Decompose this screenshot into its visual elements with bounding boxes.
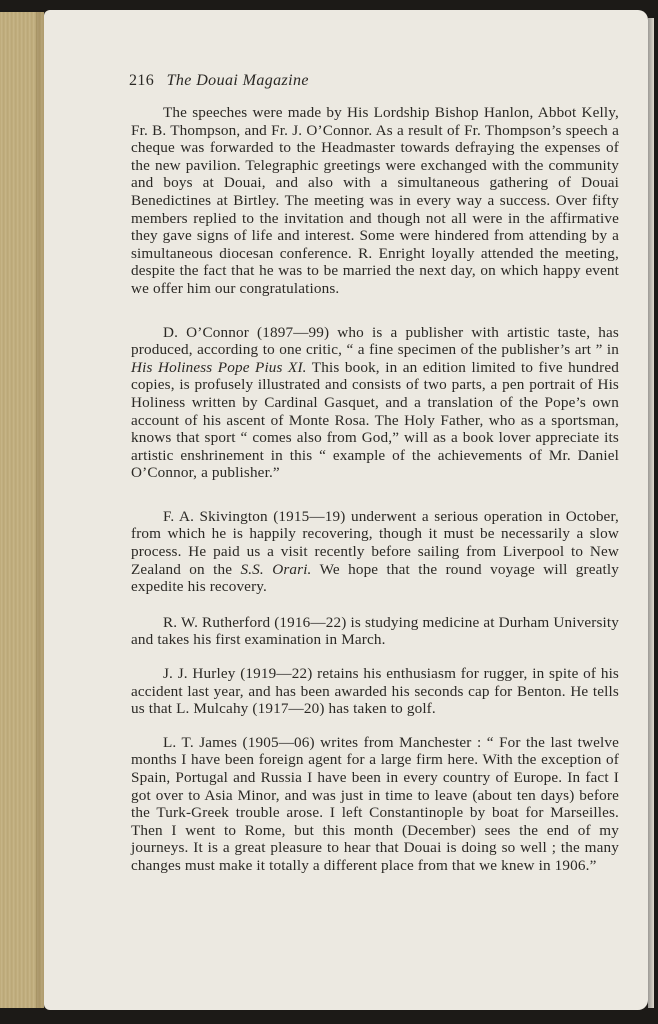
paragraph-skivington-text-1: F. A. Skivington (1915—19) underwent a serious operation in October, from which he is happily recovering, though it must be necessarily a slow process. He paid us a visit recently before sailing from Liverpool to New Zealand on the xyxy=(131,507,619,578)
paragraph-hurley: J. J. Hurley (1919—22) retains his enthusiasm for rugger, in spite of his accident last year, and has been awarded his seconds cap for Benton. He tells us that L. Mulcahy (1917—20) has taken to golf. xyxy=(131,665,619,718)
running-header xyxy=(129,72,309,90)
right-page-edge xyxy=(648,18,654,1008)
paragraph-skivington xyxy=(131,508,619,596)
paragraph-oconnor-text-1: D. O’Connor (1897—99) who is a publisher with artistic taste, has produced, according to one critic, “ a fine specimen of the publisher’s art ” in xyxy=(131,323,619,359)
body-text xyxy=(131,104,619,875)
paragraph-meeting: The speeches were made by His Lordship Bishop Hanlon, Abbot Kelly, Fr. B. Thompson, and Fr. J. O’Connor. As a result of Fr. Thompson’s speech a cheque was forwarded to the Headmaster towards defraying the expenses of the new pavilion. Telegraphic greetings were exchanged with the community and boys at Douai, and also with a simultaneous gathering of Douai Benedictines at Birtley. The meeting was in every way a success. Over fifty members replied to the invitation and though not all were in the affirmative they gave signs of life and interest. Some were hindered from attending by a simultaneous diocesan conference. R. Enright loyally attended the meeting, despite the fact that he was to be married the next day, on which happy event we offer him our congratulations. xyxy=(131,104,619,297)
paragraph-oconnor xyxy=(131,324,619,482)
ship-name: S.S. Orari. xyxy=(240,560,312,578)
journal-title: The Douai Magazine xyxy=(166,72,309,89)
book-title: His Holiness Pope Pius XI. xyxy=(131,358,307,376)
paragraph-james: L. T. James (1905—06) writes from Manchester : “ For the last twelve months I have been foreign agent for a large firm here. With the exception of Spain, Portugal and Russia I have been in every country of Europe. In fact I got over to Asia Minor, and was just in time to leave (about ten days) before the Turk-Greek trouble arose. I left Constantinople by boat for Marseilles. Then I went to Rome, but this month (December) sees the end of my journeys. It is a great pleasure to hear that Douai is doing so well ; the many changes must make it totally a different place from that we knew in 1906.” xyxy=(131,733,619,874)
paragraph-rutherford: R. W. Rutherford (1916—22) is studying medicine at Durham University and takes his first examination in March. xyxy=(131,613,619,649)
paragraph-oconnor-text-2: This book, in an edition limited to five hundred copies, is profusely illustrated and consists of two parts, a pen portrait of His Holiness written by Cardinal Gasquet, and a translation of the Pope’s own account of his ascent of Monte Rosa. The Holy Father, who as a sportsman, knows that sport “ comes also from God,” will as a book lover appreciate its artistic enshrinement in this “ example of the achievements of Mr. Daniel O’Connor, a publisher.” xyxy=(131,358,619,482)
paragraph-skivington-text-2: We hope that the round voyage will greatly expedite his recovery. xyxy=(131,560,620,596)
page-number: 216 xyxy=(129,72,155,89)
